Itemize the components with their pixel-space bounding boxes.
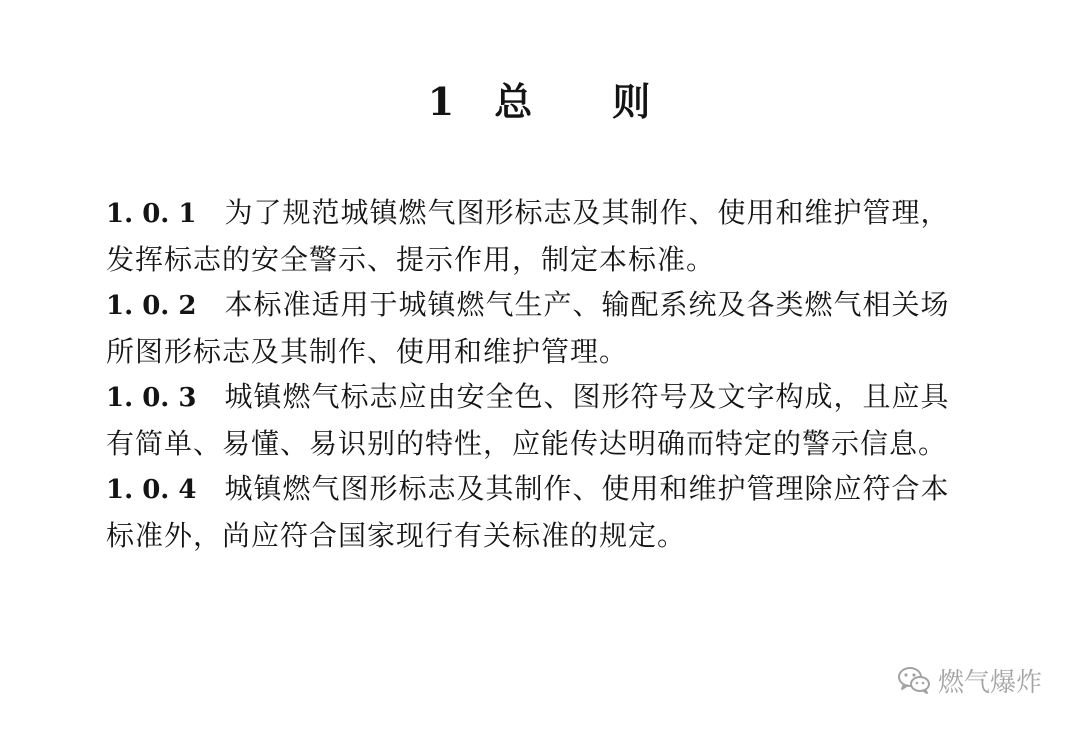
clause-text: 本标准适用于城镇燃气生产、输配系统及各类燃气相关场所图形标志及其制作、使用和维护管理。 (106, 288, 950, 368)
clause-text: 城镇燃气标志应由安全色、图形符号及文字构成，且应具有简单、易懂、易识别的特性，应能传达明确而特定的警示信息。 (106, 380, 950, 460)
clause-number: 1. 0. 2 (106, 291, 197, 321)
clause-1-0-2 (106, 282, 956, 374)
section-title (0, 74, 1080, 130)
clause-number: 1. 0. 3 (106, 383, 197, 413)
section-title-word-1: 总 (494, 79, 535, 124)
clause-text: 城镇燃气图形标志及其制作、使用和维护管理除应符合本标准外，尚应符合国家现行有关标准的规定。 (106, 472, 950, 552)
clause-1-0-3 (106, 374, 956, 466)
clause-1-0-1 (106, 190, 956, 282)
section-number: 1 (427, 79, 457, 124)
clause-1-0-4 (106, 466, 956, 558)
section-title-word-2: 则 (612, 79, 653, 124)
watermark-text: 燃气爆炸 (938, 667, 1043, 698)
clause-number: 1. 0. 1 (106, 199, 197, 229)
clause-list (106, 190, 956, 558)
clause-number: 1. 0. 4 (106, 475, 197, 505)
clause-text: 为了规范城镇燃气图形标志及其制作、使用和维护管理，发挥标志的安全警示、提示作用，制定本标准。 (106, 196, 950, 276)
wechat-icon (896, 664, 932, 696)
watermark (896, 660, 1042, 700)
